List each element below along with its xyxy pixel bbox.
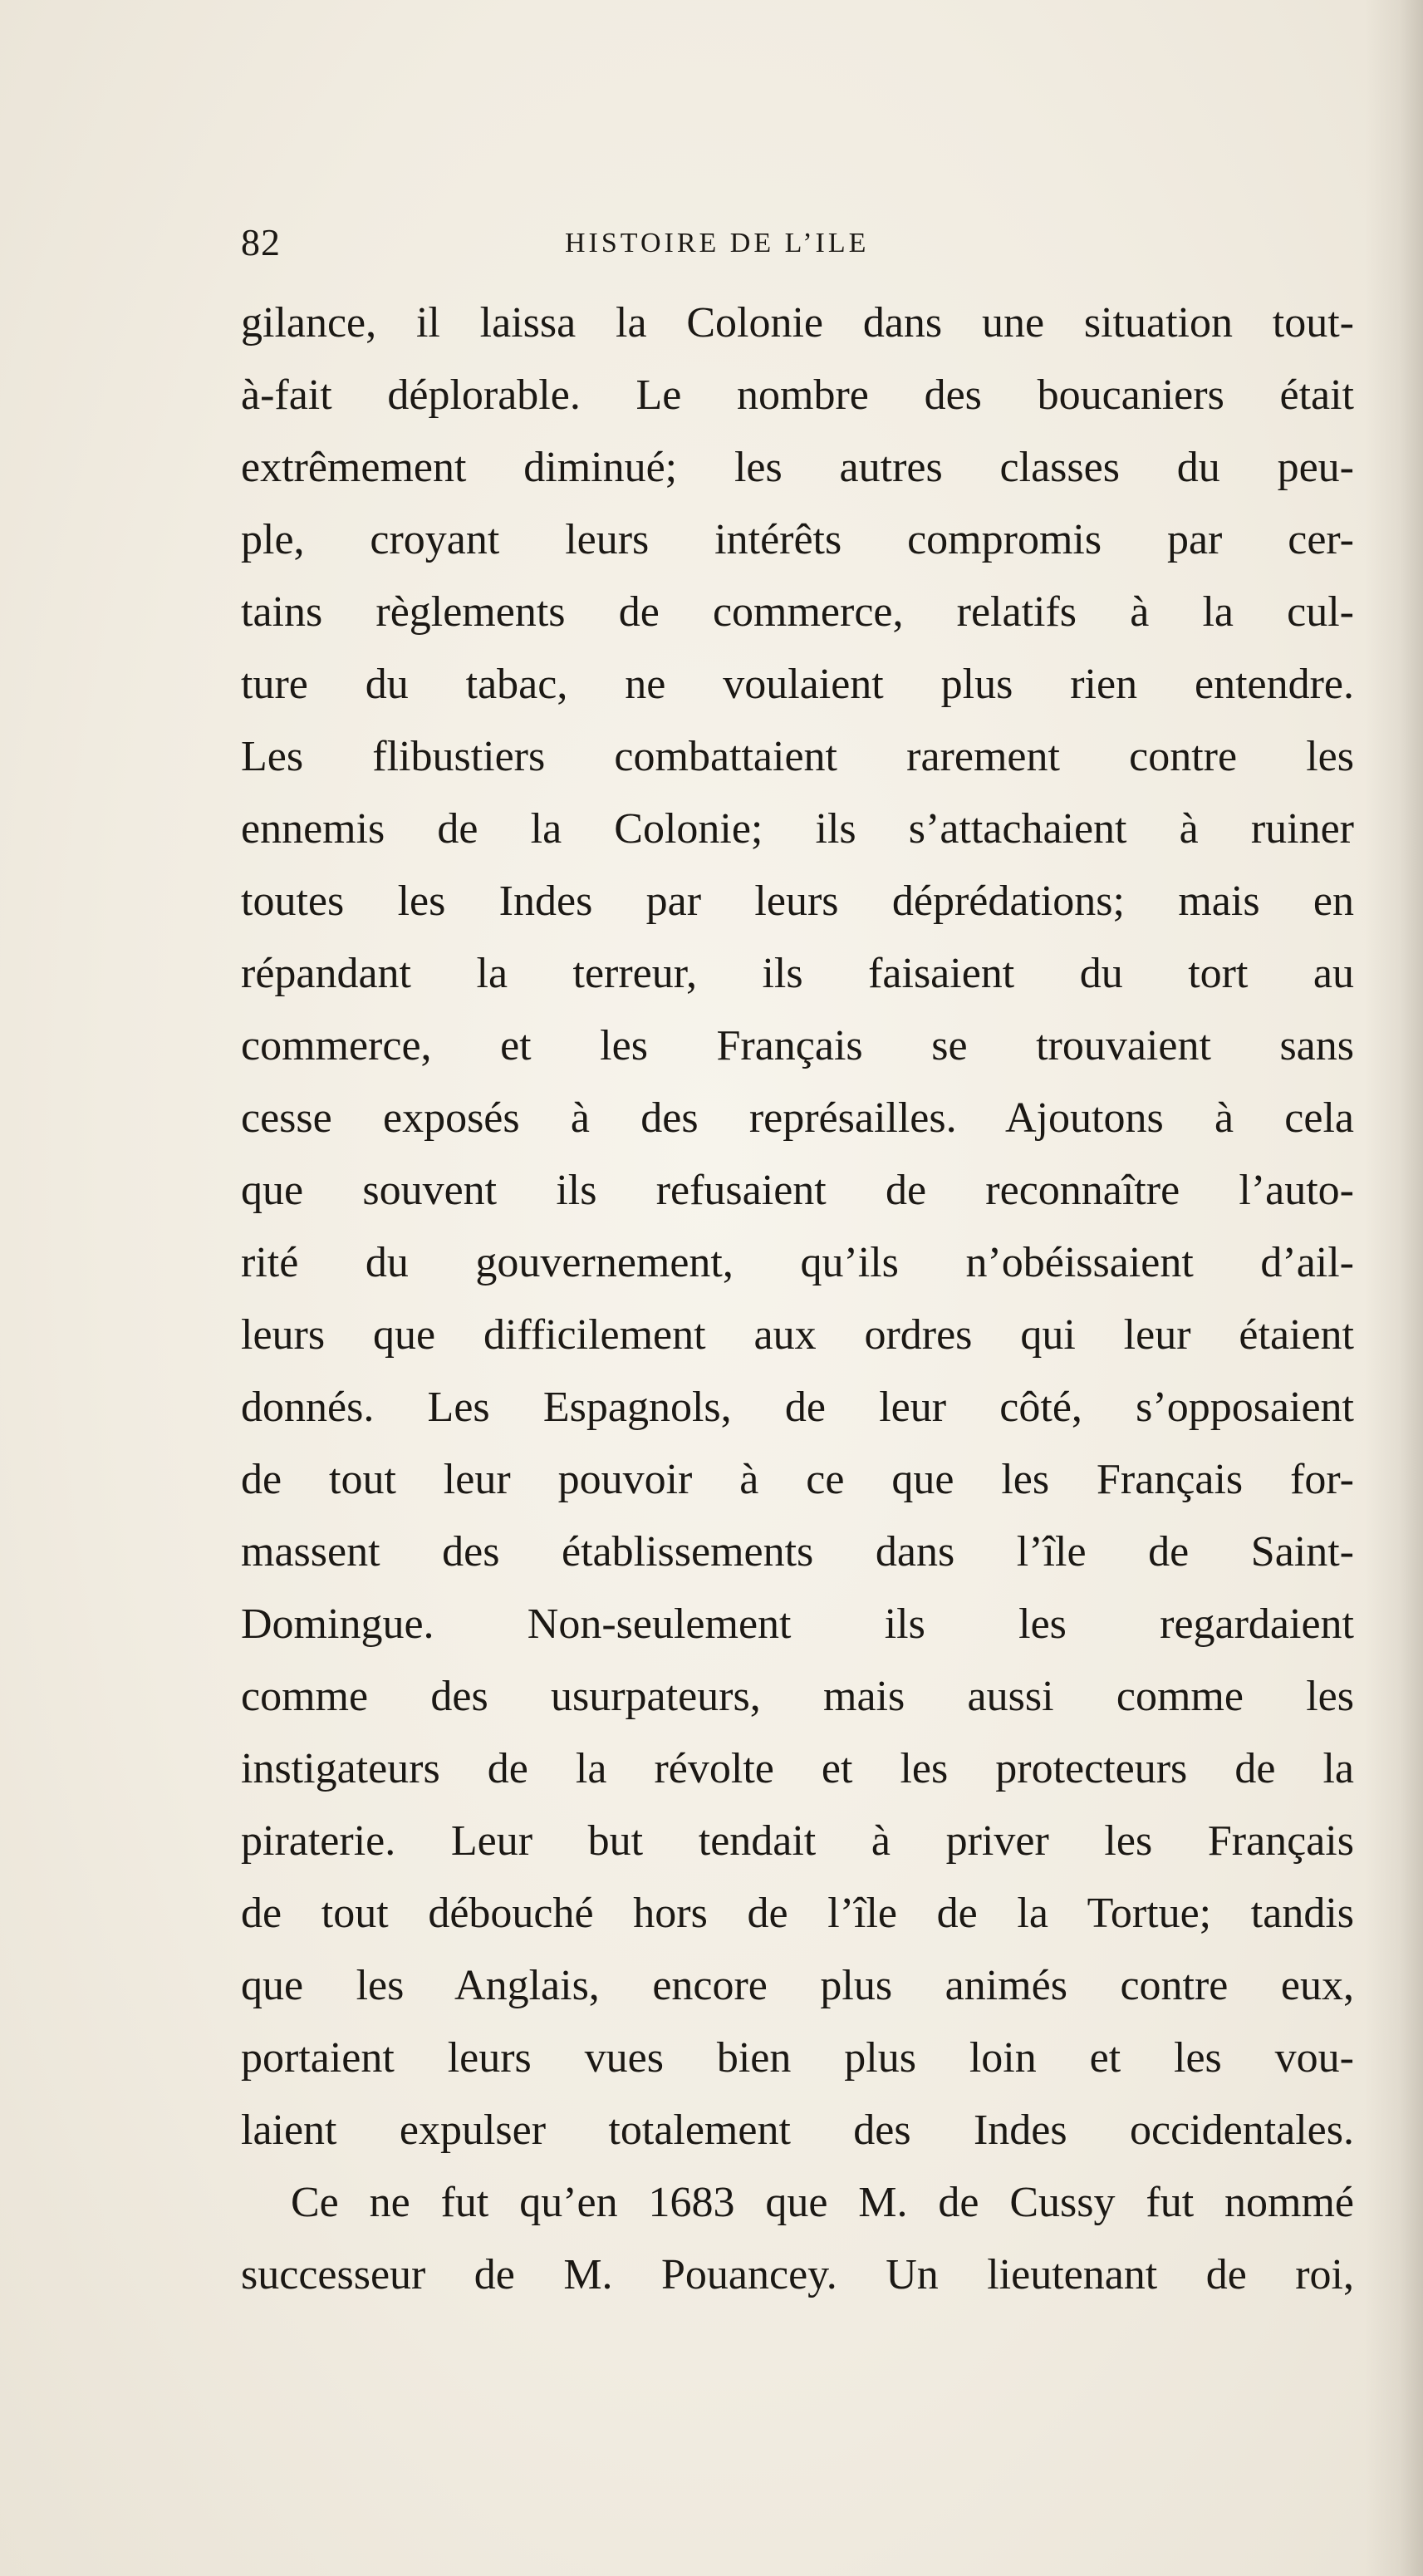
text-line: comme des usurpateurs, mais aussi comme les (241, 1673, 1354, 1720)
text-line: ennemis de la Colonie; ils s’attachaient à ruiner (241, 805, 1354, 853)
text-line: instigateurs de la révolte et les protecteurs de la (241, 1745, 1354, 1792)
text-line: Domingue. Non-seulement ils les regardaient (241, 1600, 1354, 1648)
text-line: piraterie. Leur but tendait à priver les Français (241, 1817, 1354, 1865)
text-line: que les Anglais, encore plus animés contre eux, (241, 1962, 1354, 2009)
paragraph-last-line: laient expulser totalement des Indes occidentales. (241, 2107, 1354, 2154)
text-line: à-fait déplorable. Le nombre des boucaniers était (241, 371, 1354, 419)
body-text (241, 287, 1354, 2311)
text-line: que souvent ils refusaient de reconnaître l’auto- (241, 1167, 1354, 1214)
text-line: donnés. Les Espagnols, de leur côté, s’opposaient (241, 1384, 1354, 1431)
text-line: de tout leur pouvoir à ce que les Français for- (241, 1456, 1354, 1503)
text-line: successeur de M. Pouancey. Un lieutenant de roi, (241, 2251, 1354, 2298)
text-line: Les flibustiers combattaient rarement contre les (241, 733, 1354, 780)
text-line: tains règlements de commerce, relatifs à la cul- (241, 588, 1354, 636)
text-line: de tout débouché hors de l’île de la Tortue; tandis (241, 1890, 1354, 1937)
running-head: HISTOIRE DE L’ILE (565, 228, 870, 258)
text-line: extrêmement diminué; les autres classes du peu- (241, 444, 1354, 491)
text-line: portaient leurs vues bien plus loin et les vou- (241, 2034, 1354, 2082)
page-header (241, 218, 1354, 268)
text-line: cesse exposés à des représailles. Ajoutons à cela (241, 1094, 1354, 1142)
text-line: rité du gouvernement, qu’ils n’obéissaient d’ail- (241, 1239, 1354, 1286)
text-line: gilance, il laissa la Colonie dans une situation tout- (241, 299, 1354, 347)
text-line: répandant la terreur, ils faisaient du tort au (241, 950, 1354, 997)
text-line: ture du tabac, ne voulaient plus rien entendre. (241, 661, 1354, 708)
page-number: 82 (241, 221, 281, 263)
text-line: commerce, et les Français se trouvaient sans (241, 1022, 1354, 1069)
text-line: toutes les Indes par leurs déprédations; mais en (241, 878, 1354, 925)
page-gutter-shadow (1365, 0, 1423, 2576)
paragraph-first-line: Ce ne fut qu’en 1683 que M. de Cussy fut nommé (291, 2179, 1354, 2226)
text-line: ple, croyant leurs intérêts compromis par cer- (241, 516, 1354, 563)
text-line: leurs que difficilement aux ordres qui leur étaient (241, 1311, 1354, 1359)
text-line: massent des établissements dans l’île de Saint- (241, 1528, 1354, 1576)
